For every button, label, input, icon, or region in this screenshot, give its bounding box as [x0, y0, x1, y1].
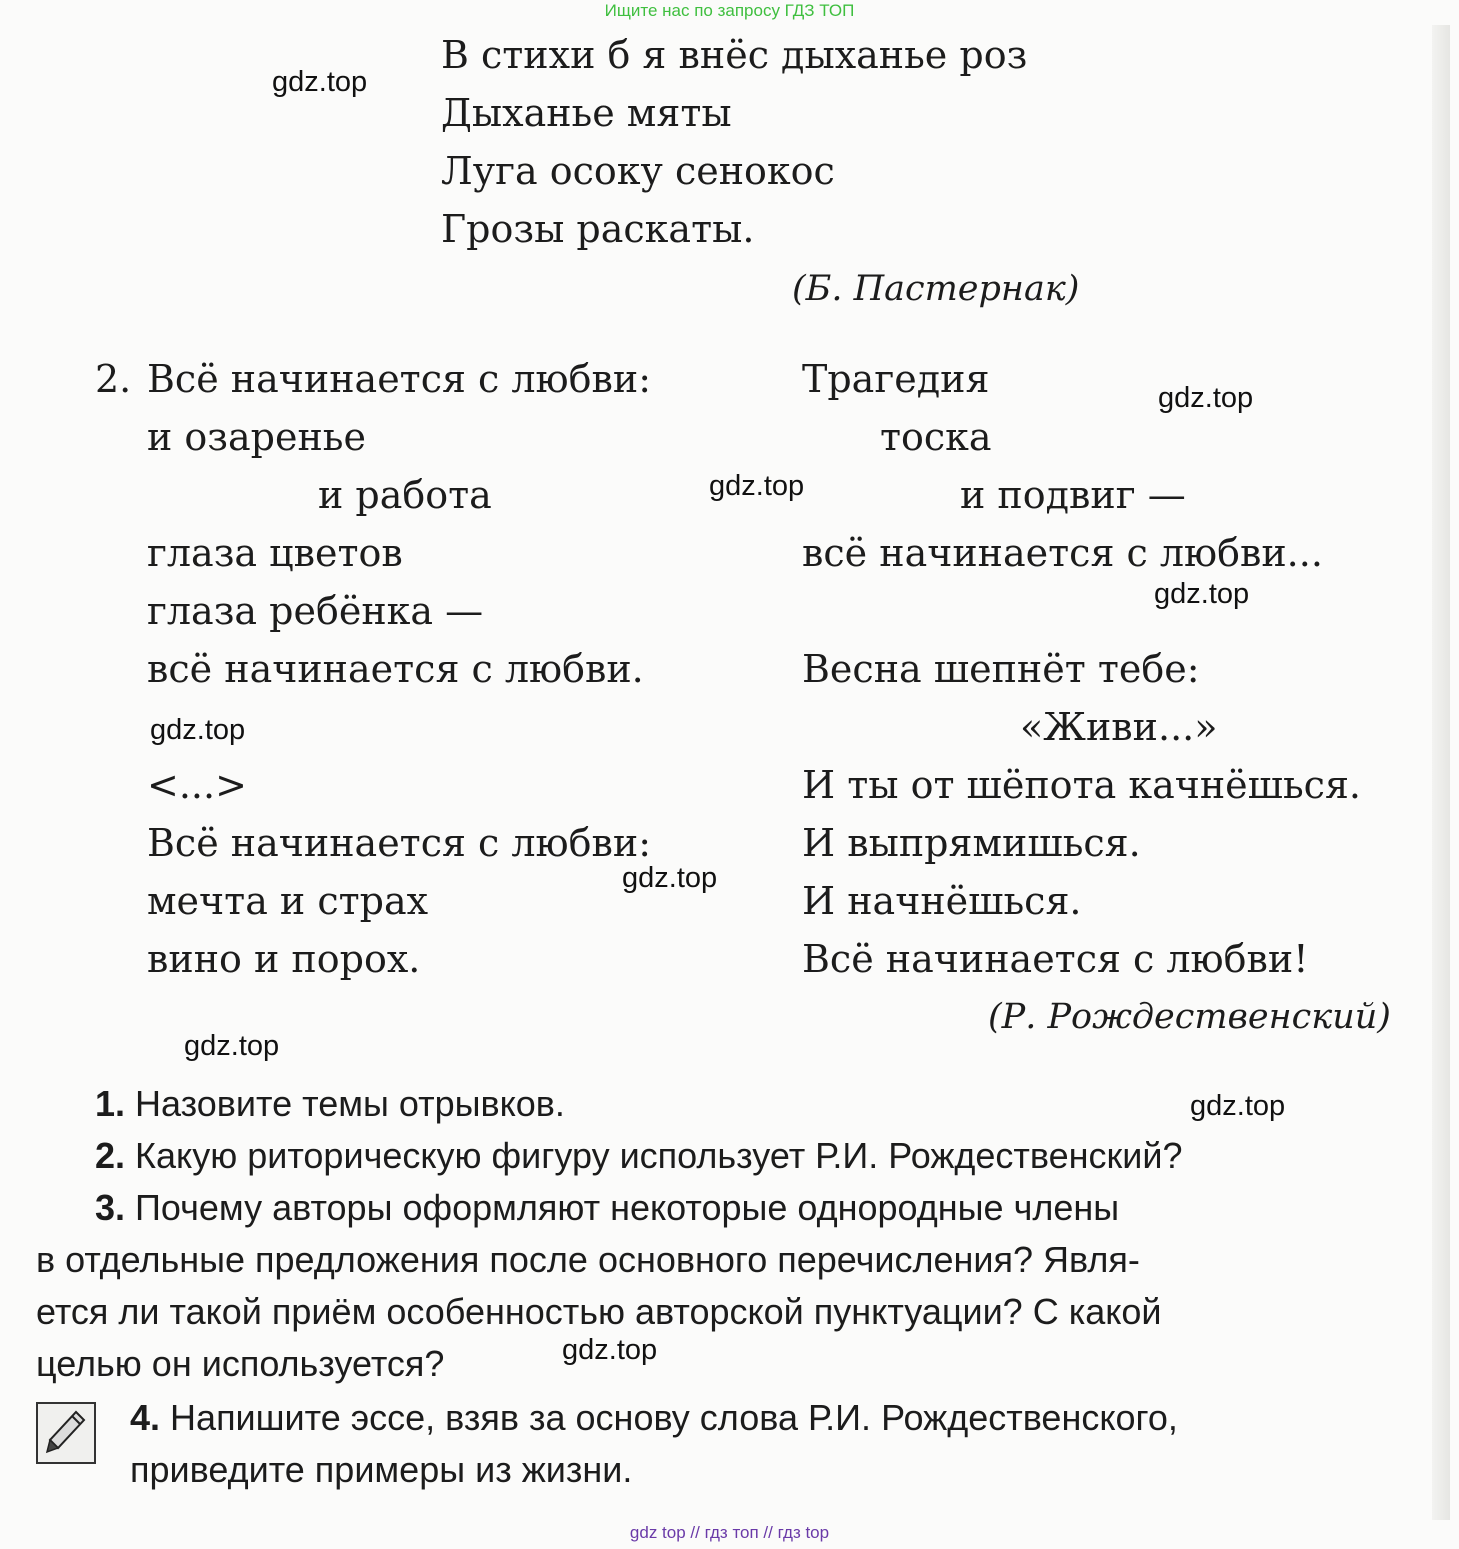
watermark: gdz.top — [1190, 1090, 1286, 1122]
poem2-author: (Р. Рождественский) — [988, 997, 1391, 1037]
poem2-left-line: вино и порох. — [147, 937, 421, 981]
task-3-cont: ется ли такой приём особенностью авторской пунктуации? С какой — [36, 1291, 1162, 1332]
poem2-left-line: мечта и страх — [147, 879, 429, 923]
top-banner[interactable]: Ищите нас по запросу ГДЗ ТОП — [604, 1, 855, 20]
poem1-line: Луга осоку сенокос — [441, 149, 835, 193]
poem2-left-line: глаза ребёнка — — [147, 589, 484, 633]
task-3 — [95, 1188, 1119, 1228]
bottom-banner[interactable]: gdz top // гдз топ // гдз top — [629, 1523, 830, 1542]
task-4-cont: приведите примеры из жизни. — [130, 1449, 633, 1490]
task-4 — [130, 1398, 1178, 1438]
poem2-right-line: Весна шепнёт тебе: — [802, 647, 1200, 691]
task-text: Назовите темы отрывков. — [135, 1083, 565, 1124]
watermark: gdz.top — [150, 714, 246, 746]
watermark: gdz.top — [1154, 578, 1250, 610]
poem2-left-line: всё начинается с любви. — [147, 647, 644, 691]
poem2-number: 2. — [95, 357, 132, 401]
task-3-cont: целью он используется? — [36, 1343, 445, 1384]
task-3-cont: в отдельные предложения после основного перечисления? Явля- — [36, 1239, 1140, 1280]
task-text: Какую риторическую фигуру использует Р.И. Рождественский? — [135, 1135, 1183, 1176]
poem1-author: (Б. Пастернак) — [792, 269, 1080, 309]
watermark: gdz.top — [272, 66, 368, 98]
watermark: gdz.top — [1158, 382, 1254, 414]
poem2-right-line: и подвиг — — [960, 473, 1186, 517]
poem1-line: В стихи б я внёс дыханье роз — [441, 33, 1028, 77]
poem2-left-line: глаза цветов — [147, 531, 403, 575]
task-number: 4. — [130, 1397, 161, 1438]
task-2 — [95, 1136, 1183, 1176]
poem2-left-line: и работа — [318, 473, 492, 517]
page-edge — [1432, 25, 1450, 1520]
poem2-right-line: всё начинается с любви... — [802, 531, 1323, 575]
poem2-right-line: тоска — [880, 415, 992, 459]
poem2-left-line: и озаренье — [147, 415, 366, 459]
watermark: gdz.top — [562, 1334, 658, 1366]
watermark: gdz.top — [709, 470, 805, 502]
task-1 — [95, 1084, 565, 1124]
poem2-right-line: Трагедия — [802, 357, 990, 401]
poem2-left-line: <...> — [147, 763, 247, 807]
poem2-right-line: «Живи...» — [1020, 705, 1218, 749]
pencil-icon — [36, 1402, 96, 1464]
poem1-line: Грозы раскаты. — [441, 207, 755, 251]
task-text: Почему авторы оформляют некоторые однородные члены — [135, 1187, 1120, 1228]
task-text: Напишите эссе, взяв за основу слова Р.И. Рождественского, — [170, 1397, 1178, 1438]
task-number: 1. — [95, 1083, 126, 1124]
poem2-right-line: Всё начинается с любви! — [802, 937, 1309, 981]
poem2-right-line: И ты от шёпота качнёшься. — [802, 763, 1362, 807]
poem2-left-line: Всё начинается с любви: — [147, 821, 652, 865]
watermark: gdz.top — [184, 1030, 280, 1062]
task-number: 3. — [95, 1187, 126, 1228]
poem2-right-line: И начнёшься. — [802, 879, 1082, 923]
watermark: gdz.top — [622, 862, 718, 894]
poem2-right-line: И выпрямишься. — [802, 821, 1141, 865]
poem1-line: Дыханье мяты — [441, 91, 732, 135]
task-number: 2. — [95, 1135, 126, 1176]
poem2-left-line: Всё начинается с любви: — [147, 357, 652, 401]
